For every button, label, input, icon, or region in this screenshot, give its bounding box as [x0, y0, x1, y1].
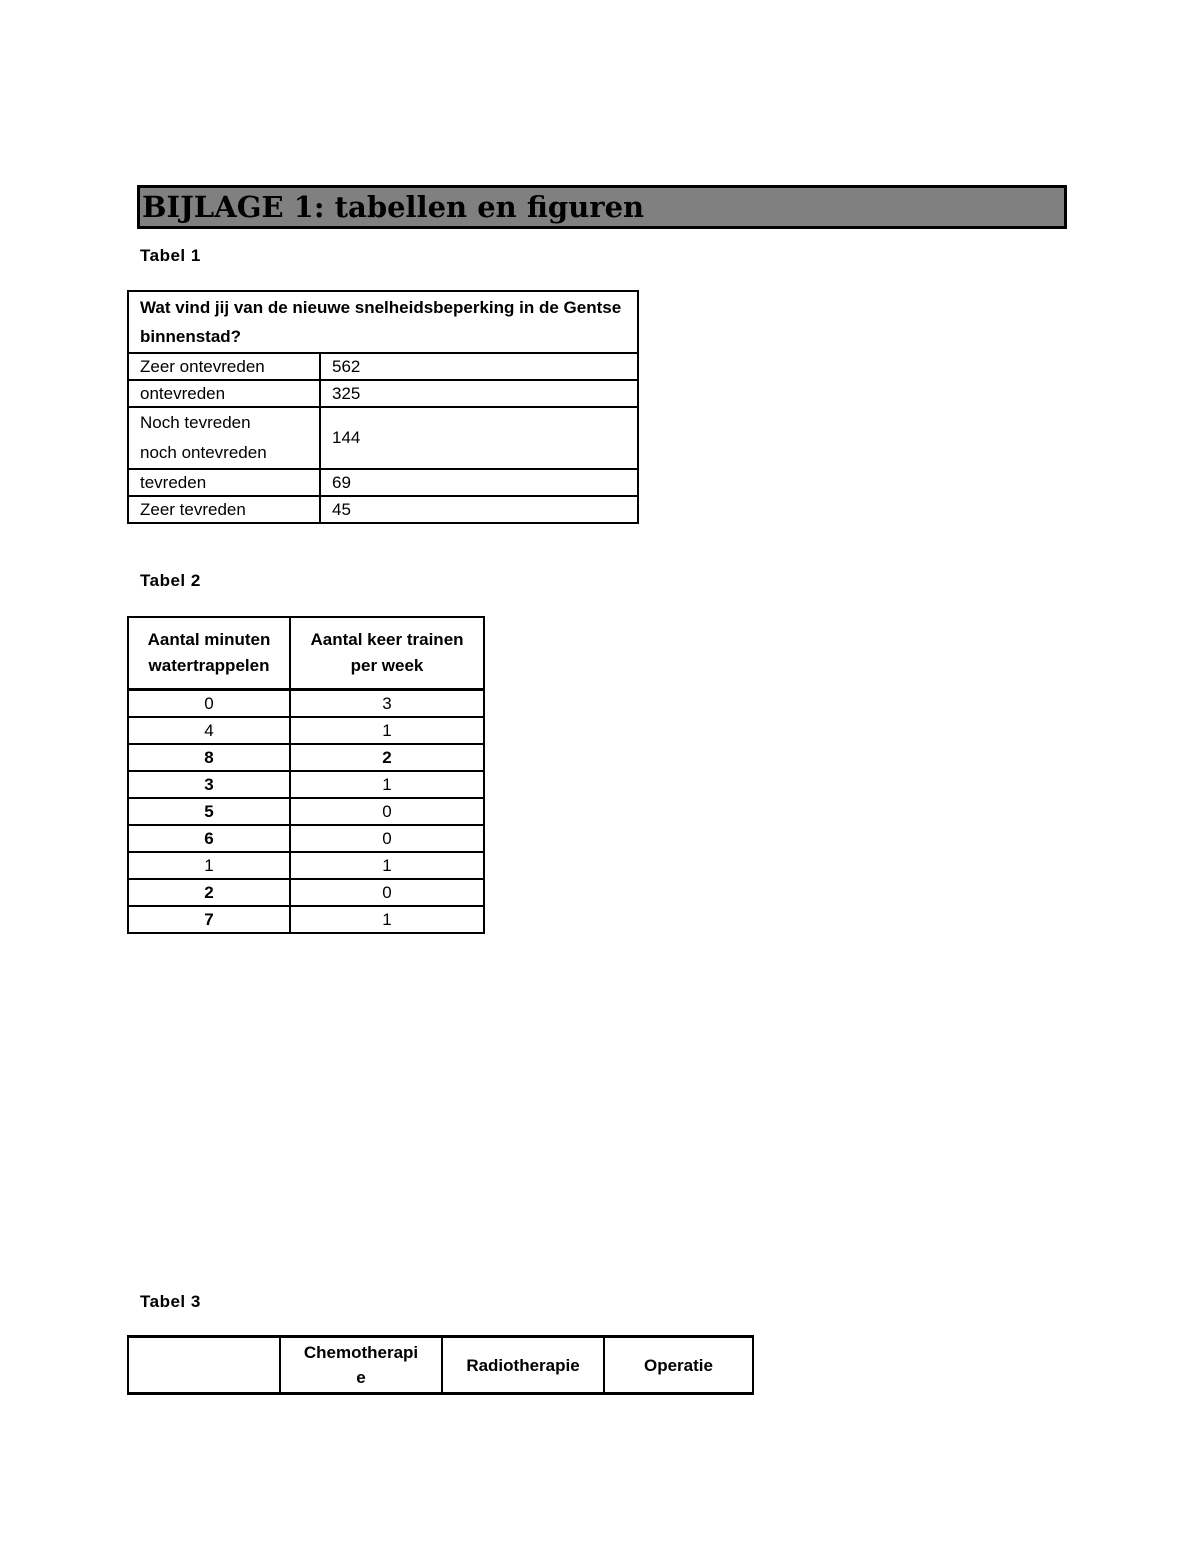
table-cell: 8 — [128, 744, 290, 771]
table-row — [128, 798, 484, 825]
table-cell: 7 — [128, 906, 290, 933]
table-cell: 5 — [128, 798, 290, 825]
header-line: Aantal minuten — [147, 630, 271, 649]
tabel-2 — [127, 616, 485, 934]
table-cell-value: 144 — [320, 407, 638, 469]
header-line: Operatie — [644, 1355, 713, 1375]
table-row — [128, 380, 638, 407]
table-cell: 2 — [290, 744, 484, 771]
table-row — [128, 407, 638, 469]
table-cell: 1 — [290, 852, 484, 879]
table-row — [128, 852, 484, 879]
table-header-row — [128, 1337, 753, 1394]
table-row — [128, 690, 484, 718]
table-cell: 1 — [290, 717, 484, 744]
table-header-row — [128, 617, 484, 690]
column-header — [280, 1337, 442, 1394]
header-line: Aantal keer trainen — [310, 630, 464, 649]
column-header — [442, 1337, 604, 1394]
table-cell-label: tevreden — [128, 469, 320, 496]
label-line: Noch tevreden — [140, 413, 251, 432]
table-row — [128, 879, 484, 906]
column-header — [604, 1337, 753, 1394]
column-header-empty — [128, 1337, 280, 1394]
table-cell: 4 — [128, 717, 290, 744]
tabel-1 — [127, 290, 639, 524]
header-line: e — [356, 1368, 366, 1387]
table-row — [128, 771, 484, 798]
table-cell-value: 562 — [320, 353, 638, 380]
table-row — [128, 353, 638, 380]
table-cell: 1 — [290, 771, 484, 798]
tabel-3 — [127, 1335, 754, 1395]
table-cell: 1 — [128, 852, 290, 879]
table-cell-value: 69 — [320, 469, 638, 496]
tabel-2-caption: Tabel 2 — [140, 571, 201, 590]
table-cell: 0 — [128, 690, 290, 718]
table-row — [128, 906, 484, 933]
tabel-1-question: Wat vind jij van de nieuwe snelheidsbeperking in de Gentse binnenstad? — [128, 291, 638, 353]
table-cell-label: Zeer tevreden — [128, 496, 320, 523]
table-cell: 0 — [290, 798, 484, 825]
table-cell-label — [128, 407, 320, 469]
table-cell: 0 — [290, 879, 484, 906]
header-line: Chemotherapi — [303, 1343, 419, 1362]
column-header — [128, 617, 290, 690]
table-row — [128, 291, 638, 353]
table-cell-label: Zeer ontevreden — [128, 353, 320, 380]
table-row — [128, 496, 638, 523]
label-line: noch ontevreden — [140, 443, 267, 462]
header-line: Radiotherapie — [466, 1355, 580, 1375]
header-line: watertrappelen — [148, 656, 270, 675]
table-row — [128, 744, 484, 771]
table-cell: 0 — [290, 825, 484, 852]
table-row — [128, 825, 484, 852]
table-row — [128, 469, 638, 496]
tabel-3-caption: Tabel 3 — [140, 1292, 201, 1311]
table-cell-label: ontevreden — [128, 380, 320, 407]
tabel-1-caption: Tabel 1 — [140, 246, 201, 265]
page-title: BIJLAGE 1: tabellen en figuren — [137, 185, 1067, 229]
column-header — [290, 617, 484, 690]
table-cell: 2 — [128, 879, 290, 906]
table-cell-value: 325 — [320, 380, 638, 407]
table-cell: 6 — [128, 825, 290, 852]
table-cell: 3 — [290, 690, 484, 718]
table-cell: 1 — [290, 906, 484, 933]
table-cell: 3 — [128, 771, 290, 798]
table-row — [128, 717, 484, 744]
header-line: per week — [350, 656, 424, 675]
table-cell-value: 45 — [320, 496, 638, 523]
